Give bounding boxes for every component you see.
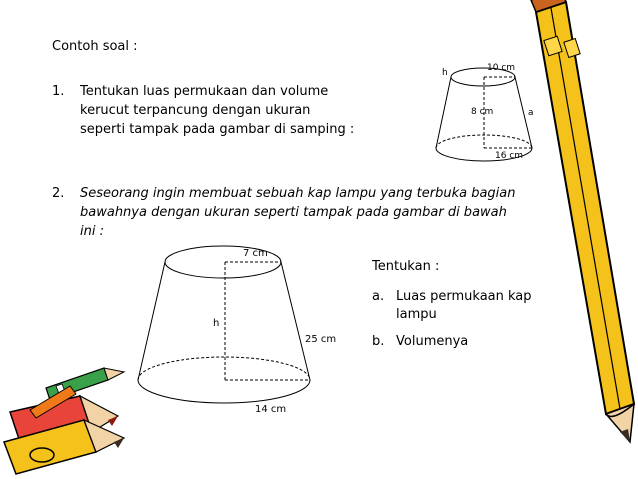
heading: Contoh soal : (52, 39, 138, 54)
problem-1-line-3: seperti tampak pada gambar di samping : (80, 122, 355, 137)
problem-1-number: 1. (52, 84, 65, 99)
tasks-title: Tentukan : (372, 259, 440, 274)
task-a-line-1: Luas permukaan kap (396, 289, 532, 304)
fig2-label-bottom: 14 cm (255, 404, 287, 415)
problem-2-line-3: ini : (80, 224, 104, 239)
task-a-line-2: lampu (396, 307, 437, 322)
task-b-letter: b. (372, 334, 385, 349)
problem-2-number: 2. (52, 186, 65, 201)
fig1-label-slant: a (528, 108, 534, 118)
pencils-left-icon (4, 368, 124, 474)
fig1-label-bottom: 16 cm (495, 151, 524, 161)
frustum-large (138, 246, 310, 403)
problem-1-line-2: kerucut terpancung dengan ukuran (80, 103, 311, 118)
fig2-label-top: 7 cm (243, 248, 268, 259)
fig1-label-top: 10 cm (487, 63, 516, 73)
fig2-label-slant: 25 cm (305, 334, 337, 345)
problem-1-line-1: Tentukan luas permukaan dan volume (80, 84, 329, 99)
fig1-label-h: h (442, 68, 448, 78)
task-b-line-1: Volumenya (396, 334, 469, 349)
pencil-right-icon (531, 0, 634, 442)
fig1-label-height: 8 cm (471, 107, 494, 117)
task-a-letter: a. (372, 289, 385, 304)
fig2-label-h: h (213, 318, 220, 329)
problem-2-line-1: Seseorang ingin membuat sebuah kap lampu yang terbuka bagian (80, 186, 516, 201)
problem-2-line-2: bawahnya dengan ukuran seperti tampak pada gambar di bawah (80, 205, 507, 220)
